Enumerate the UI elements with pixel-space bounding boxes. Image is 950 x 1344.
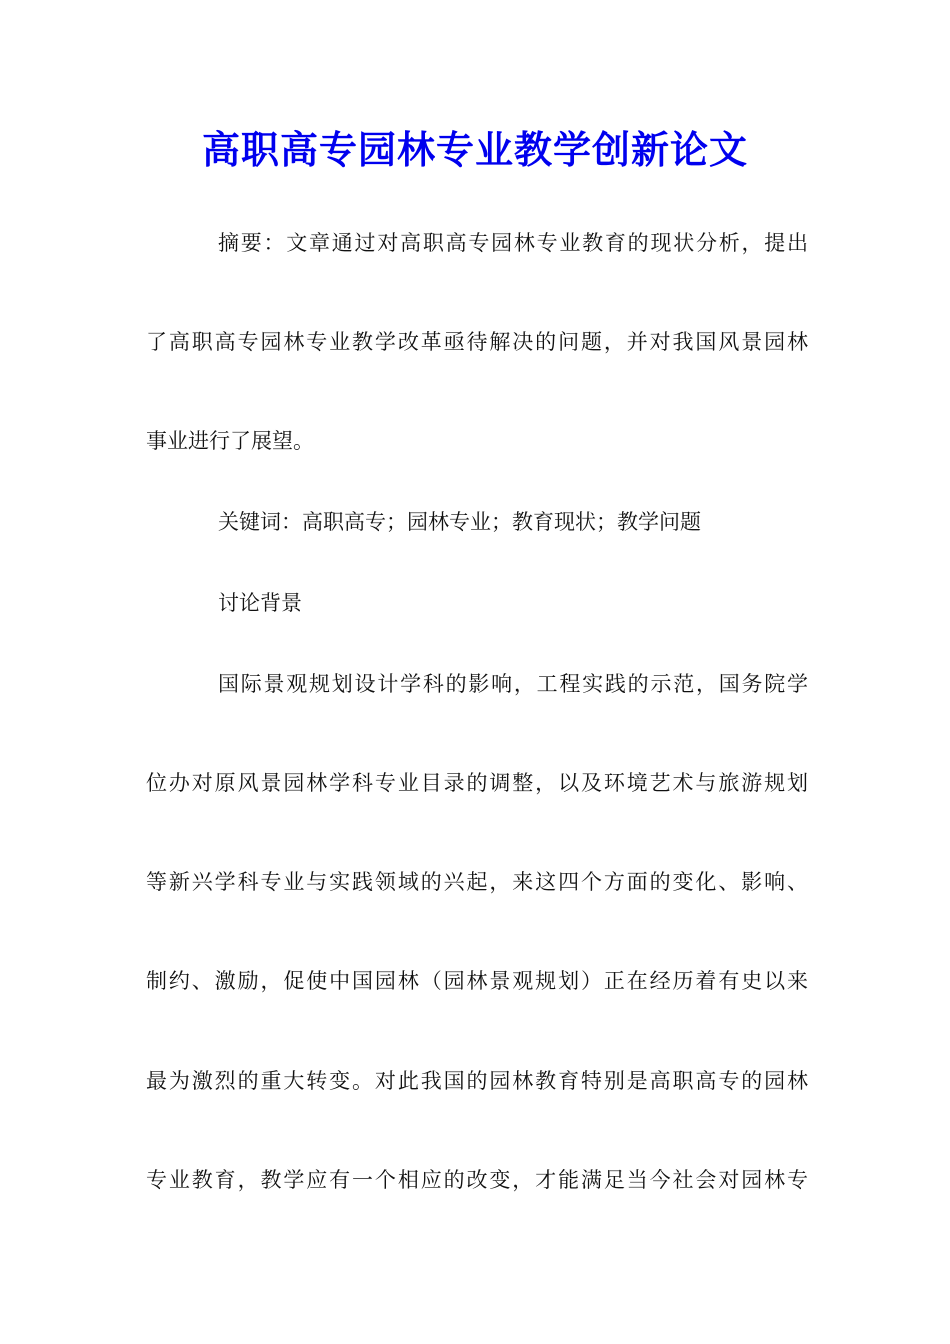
body-line-2: 位办对原风景园林学科专业目录的调整，以及环境艺术与旅游规划 bbox=[146, 771, 808, 795]
abstract-line-2: 了高职高专园林专业教学改革亟待解决的问题，并对我国风景园林 bbox=[146, 330, 808, 354]
body-line-6: 专业教育，教学应有一个相应的改变，才能满足当今社会对园林专 bbox=[146, 1168, 808, 1192]
document-title: 高职高专园林专业教学创新论文 bbox=[201, 127, 748, 172]
body-line-5: 最为激烈的重大转变。对此我国的园林教育特别是高职高专的园林 bbox=[146, 1069, 808, 1093]
body-line-4: 制约、激励，促使中国园林（园林景观规划）正在经历着有史以来 bbox=[146, 969, 808, 993]
abstract-line-3: 事业进行了展望。 bbox=[146, 429, 314, 453]
body-line-3: 等新兴学科专业与实践领域的兴起，来这四个方面的变化、影响、 bbox=[146, 870, 808, 894]
keywords-line: 关键词：高职高专；园林专业；教育现状；教学问题 bbox=[218, 510, 701, 534]
section-heading: 讨论背景 bbox=[218, 591, 302, 615]
abstract-line-1: 摘要：文章通过对高职高专园林专业教育的现状分析，提出 bbox=[218, 231, 808, 255]
body-line-1: 国际景观规划设计学科的影响，工程实践的示范，国务院学 bbox=[218, 672, 808, 696]
